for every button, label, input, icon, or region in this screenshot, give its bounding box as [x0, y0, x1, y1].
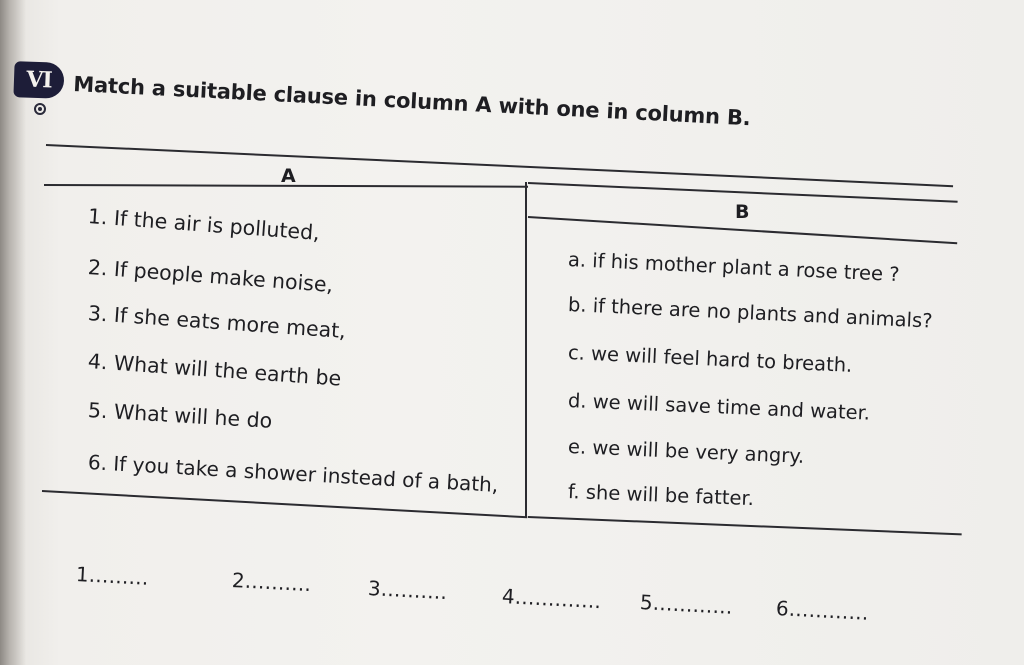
exercise-instruction: Match a suitable clause in column A with one in column B. [72, 72, 752, 131]
column-b-item-b: b. if there are no plants and animals? [567, 293, 934, 333]
column-a-item-5: 5. What will he do [87, 398, 273, 433]
column-b-item-e: e. we will be very angry. [567, 435, 805, 468]
answer-blank-5[interactable]: 5………… [639, 590, 734, 619]
column-a-item-6: 6. If you take a shower instead of a bath, [87, 450, 499, 497]
table-top-rule [46, 144, 953, 187]
column-divider [525, 182, 527, 517]
answer-blank-3[interactable]: 3………. [367, 576, 448, 605]
column-b-item-a: a. if his mother plant a rose tree ? [567, 248, 901, 287]
column-b-header: B [735, 201, 750, 223]
column-a-item-2: 2. If people make noise, [87, 255, 334, 297]
answer-blank-4[interactable]: 4…………. [501, 584, 602, 614]
column-b-item-d: d. we will save time and water. [567, 389, 871, 425]
answer-blank-2[interactable]: 2………. [231, 568, 312, 597]
column-a-header: A [281, 165, 296, 187]
column-a-item-1: 1. If the air is polluted, [87, 204, 321, 245]
table-bottom-rule-b [528, 516, 962, 535]
column-a-item-4: 4. What will the earth be [87, 349, 342, 391]
column-a-item-3: 3. If she eats more meat, [87, 301, 347, 343]
column-b-item-c: c. we will feel hard to breath. [567, 341, 853, 377]
header-b-rule [528, 182, 958, 202]
answer-blank-1[interactable]: 1……… [75, 562, 150, 590]
exercise-number-badge: VI [13, 61, 64, 99]
column-b-item-f: f. she will be fatter. [567, 480, 755, 511]
answer-blank-6[interactable]: 6………… [775, 596, 870, 625]
